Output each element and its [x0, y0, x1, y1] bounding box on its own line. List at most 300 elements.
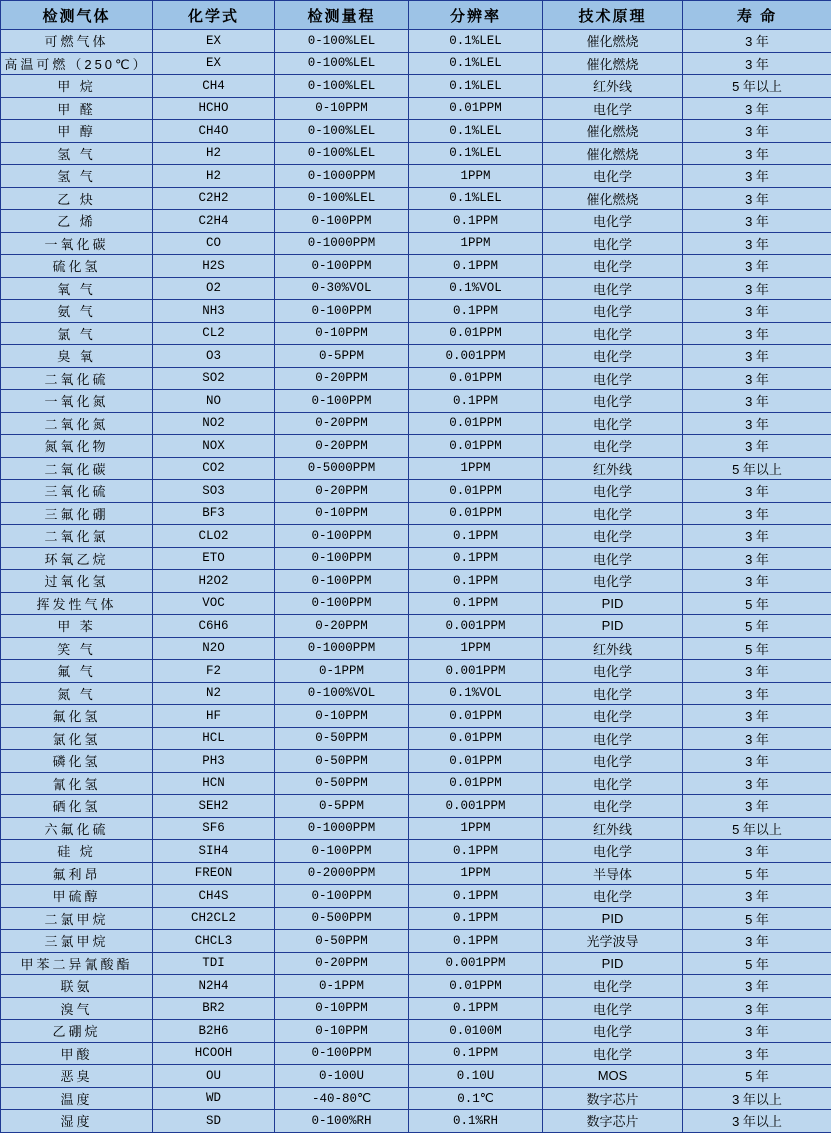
cell-gas: 氟利昂: [1, 862, 153, 885]
cell-range: 0-50PPM: [275, 727, 409, 750]
cell-principle: 电化学: [543, 300, 683, 323]
cell-lifetime: 5 年: [683, 907, 831, 930]
cell-lifetime: 5 年: [683, 862, 831, 885]
cell-formula: CH4: [153, 75, 275, 98]
cell-lifetime: 5 年: [683, 637, 831, 660]
cell-resolution: 0.01PPM: [409, 502, 543, 525]
cell-gas: 甲 苯: [1, 615, 153, 638]
cell-gas: 臭 氧: [1, 345, 153, 368]
cell-formula: BF3: [153, 502, 275, 525]
cell-range: 0-50PPM: [275, 930, 409, 953]
cell-formula: VOC: [153, 592, 275, 615]
cell-resolution: 0.1%LEL: [409, 30, 543, 53]
cell-formula: HCN: [153, 772, 275, 795]
table-row: [1, 570, 831, 593]
cell-formula: CL2: [153, 322, 275, 345]
cell-resolution: 0.1PPM: [409, 570, 543, 593]
cell-gas: 甲 醇: [1, 120, 153, 143]
cell-lifetime: 3 年: [683, 97, 831, 120]
cell-principle: 红外线: [543, 817, 683, 840]
table-row: [1, 615, 831, 638]
cell-formula: CLO2: [153, 525, 275, 548]
cell-resolution: 0.1%LEL: [409, 75, 543, 98]
cell-lifetime: 3 年: [683, 660, 831, 683]
cell-range: -40-80℃: [275, 1087, 409, 1110]
cell-range: 0-100%LEL: [275, 120, 409, 143]
cell-range: 0-20PPM: [275, 615, 409, 638]
cell-resolution: 0.001PPM: [409, 615, 543, 638]
cell-gas: 二氧化硫: [1, 367, 153, 390]
cell-resolution: 1PPM: [409, 457, 543, 480]
cell-formula: PH3: [153, 750, 275, 773]
cell-gas: 磷化氢: [1, 750, 153, 773]
cell-principle: PID: [543, 615, 683, 638]
cell-lifetime: 3 年: [683, 705, 831, 728]
cell-gas: 氰化氢: [1, 772, 153, 795]
cell-principle: 电化学: [543, 345, 683, 368]
cell-formula: OU: [153, 1065, 275, 1088]
cell-resolution: 1PPM: [409, 232, 543, 255]
cell-gas: 溴气: [1, 997, 153, 1020]
cell-gas: 湿度: [1, 1110, 153, 1133]
cell-principle: 电化学: [543, 412, 683, 435]
cell-gas: 恶臭: [1, 1065, 153, 1088]
cell-principle: 电化学: [543, 255, 683, 278]
column-header-resolution: 分辨率: [409, 1, 543, 30]
cell-resolution: 1PPM: [409, 817, 543, 840]
cell-principle: 电化学: [543, 277, 683, 300]
cell-lifetime: 5 年: [683, 952, 831, 975]
cell-gas: 三氟化硼: [1, 502, 153, 525]
column-header-principle: 技术原理: [543, 1, 683, 30]
cell-principle: 红外线: [543, 457, 683, 480]
cell-resolution: 0.1PPM: [409, 840, 543, 863]
cell-gas: 一氧化碳: [1, 232, 153, 255]
cell-principle: 电化学: [543, 705, 683, 728]
cell-resolution: 0.01PPM: [409, 97, 543, 120]
cell-lifetime: 3 年: [683, 435, 831, 458]
cell-resolution: 0.1PPM: [409, 390, 543, 413]
table-row: [1, 165, 831, 188]
cell-gas: 二氧化碳: [1, 457, 153, 480]
cell-range: 0-100PPM: [275, 547, 409, 570]
cell-principle: 催化燃烧: [543, 142, 683, 165]
cell-formula: CHCL3: [153, 930, 275, 953]
cell-resolution: 1PPM: [409, 165, 543, 188]
cell-lifetime: 3 年: [683, 165, 831, 188]
cell-lifetime: 3 年: [683, 142, 831, 165]
cell-lifetime: 3 年以上: [683, 1110, 831, 1133]
cell-lifetime: 3 年: [683, 367, 831, 390]
cell-formula: HCL: [153, 727, 275, 750]
cell-principle: 电化学: [543, 975, 683, 998]
cell-lifetime: 5 年: [683, 1065, 831, 1088]
cell-resolution: 0.01PPM: [409, 435, 543, 458]
header-row: [1, 1, 831, 30]
table-row: [1, 1042, 831, 1065]
cell-principle: 催化燃烧: [543, 30, 683, 53]
cell-principle: 电化学: [543, 682, 683, 705]
cell-principle: 电化学: [543, 480, 683, 503]
cell-formula: TDI: [153, 952, 275, 975]
cell-range: 0-10PPM: [275, 997, 409, 1020]
cell-range: 0-5PPM: [275, 795, 409, 818]
cell-lifetime: 3 年: [683, 502, 831, 525]
cell-formula: N2: [153, 682, 275, 705]
table-row: [1, 1110, 831, 1133]
cell-formula: BR2: [153, 997, 275, 1020]
cell-lifetime: 3 年: [683, 682, 831, 705]
cell-principle: 电化学: [543, 660, 683, 683]
cell-principle: 电化学: [543, 570, 683, 593]
cell-range: 0-100PPM: [275, 210, 409, 233]
cell-formula: HCHO: [153, 97, 275, 120]
cell-principle: MOS: [543, 1065, 683, 1088]
cell-resolution: 0.01PPM: [409, 412, 543, 435]
cell-lifetime: 3 年: [683, 345, 831, 368]
cell-principle: 电化学: [543, 795, 683, 818]
cell-lifetime: 3 年: [683, 412, 831, 435]
table-row: [1, 997, 831, 1020]
cell-principle: 电化学: [543, 840, 683, 863]
cell-range: 0-10PPM: [275, 1020, 409, 1043]
cell-resolution: 0.1PPM: [409, 525, 543, 548]
cell-resolution: 0.1PPM: [409, 547, 543, 570]
cell-gas: 联氨: [1, 975, 153, 998]
cell-principle: 催化燃烧: [543, 187, 683, 210]
cell-gas: 甲 醛: [1, 97, 153, 120]
cell-resolution: 0.0100M: [409, 1020, 543, 1043]
cell-range: 0-1PPM: [275, 975, 409, 998]
cell-formula: N2O: [153, 637, 275, 660]
column-header-lifetime: 寿 命: [683, 1, 831, 30]
table-row: [1, 660, 831, 683]
table-row: [1, 367, 831, 390]
cell-range: 0-100%LEL: [275, 52, 409, 75]
cell-range: 0-1000PPM: [275, 232, 409, 255]
cell-range: 0-5000PPM: [275, 457, 409, 480]
cell-resolution: 0.1PPM: [409, 1042, 543, 1065]
cell-lifetime: 3 年: [683, 210, 831, 233]
table-row: [1, 592, 831, 615]
cell-gas: 过氧化氢: [1, 570, 153, 593]
cell-gas: 氟 气: [1, 660, 153, 683]
cell-lifetime: 3 年: [683, 930, 831, 953]
cell-resolution: 0.1%RH: [409, 1110, 543, 1133]
table-row: [1, 232, 831, 255]
cell-resolution: 0.01PPM: [409, 480, 543, 503]
table-row: [1, 345, 831, 368]
cell-resolution: 0.1%LEL: [409, 120, 543, 143]
cell-range: 0-100PPM: [275, 570, 409, 593]
cell-lifetime: 5 年: [683, 615, 831, 638]
table-row: [1, 120, 831, 143]
cell-range: 0-10PPM: [275, 97, 409, 120]
cell-gas: 环氧乙烷: [1, 547, 153, 570]
table-row: [1, 75, 831, 98]
cell-formula: WD: [153, 1087, 275, 1110]
table-row: [1, 97, 831, 120]
cell-formula: SF6: [153, 817, 275, 840]
cell-lifetime: 3 年: [683, 277, 831, 300]
cell-formula: H2: [153, 142, 275, 165]
table-row: [1, 277, 831, 300]
table-row: [1, 547, 831, 570]
cell-formula: SO3: [153, 480, 275, 503]
cell-range: 0-20PPM: [275, 367, 409, 390]
table-row: [1, 637, 831, 660]
cell-resolution: 0.1%VOL: [409, 277, 543, 300]
cell-principle: 电化学: [543, 390, 683, 413]
cell-range: 0-30%VOL: [275, 277, 409, 300]
cell-gas: 笑 气: [1, 637, 153, 660]
cell-gas: 二氧化氯: [1, 525, 153, 548]
cell-gas: 氨 气: [1, 300, 153, 323]
cell-resolution: 0.1PPM: [409, 300, 543, 323]
cell-resolution: 0.001PPM: [409, 345, 543, 368]
cell-gas: 六氟化硫: [1, 817, 153, 840]
table-row: [1, 210, 831, 233]
cell-formula: NOX: [153, 435, 275, 458]
cell-lifetime: 5 年以上: [683, 457, 831, 480]
table-body: [1, 30, 831, 1133]
cell-resolution: 0.10U: [409, 1065, 543, 1088]
table-row: [1, 480, 831, 503]
table-row: [1, 817, 831, 840]
cell-lifetime: 3 年: [683, 1020, 831, 1043]
cell-principle: 电化学: [543, 367, 683, 390]
table-row: [1, 862, 831, 885]
table-row: [1, 907, 831, 930]
cell-formula: N2H4: [153, 975, 275, 998]
cell-principle: 电化学: [543, 165, 683, 188]
table-row: [1, 187, 831, 210]
cell-formula: O3: [153, 345, 275, 368]
table-row: [1, 682, 831, 705]
column-header-gas: 检测气体: [1, 1, 153, 30]
cell-principle: 电化学: [543, 750, 683, 773]
cell-formula: NO: [153, 390, 275, 413]
table-row: [1, 322, 831, 345]
cell-gas: 氢 气: [1, 142, 153, 165]
cell-resolution: 0.01PPM: [409, 750, 543, 773]
cell-lifetime: 5 年: [683, 592, 831, 615]
cell-gas: 氯化氢: [1, 727, 153, 750]
cell-resolution: 0.1PPM: [409, 930, 543, 953]
cell-formula: NO2: [153, 412, 275, 435]
cell-range: 0-100PPM: [275, 525, 409, 548]
table-row: [1, 885, 831, 908]
cell-formula: CH4O: [153, 120, 275, 143]
cell-resolution: 0.01PPM: [409, 727, 543, 750]
cell-principle: 红外线: [543, 75, 683, 98]
cell-formula: NH3: [153, 300, 275, 323]
cell-gas: 甲酸: [1, 1042, 153, 1065]
table-row: [1, 840, 831, 863]
cell-principle: PID: [543, 952, 683, 975]
cell-lifetime: 3 年: [683, 997, 831, 1020]
cell-lifetime: 3 年: [683, 547, 831, 570]
cell-lifetime: 3 年: [683, 570, 831, 593]
cell-gas: 硫化氢: [1, 255, 153, 278]
cell-principle: 电化学: [543, 772, 683, 795]
table-row: [1, 457, 831, 480]
cell-formula: SO2: [153, 367, 275, 390]
cell-lifetime: 3 年: [683, 120, 831, 143]
cell-lifetime: 3 年: [683, 30, 831, 53]
cell-resolution: 0.001PPM: [409, 660, 543, 683]
cell-principle: 电化学: [543, 727, 683, 750]
cell-resolution: 0.1PPM: [409, 592, 543, 615]
table-row: [1, 52, 831, 75]
cell-resolution: 0.1%LEL: [409, 142, 543, 165]
table-row: [1, 772, 831, 795]
cell-formula: SEH2: [153, 795, 275, 818]
cell-gas: 乙硼烷: [1, 1020, 153, 1043]
cell-range: 0-100PPM: [275, 255, 409, 278]
cell-range: 0-1PPM: [275, 660, 409, 683]
cell-lifetime: 3 年: [683, 300, 831, 323]
cell-range: 0-1000PPM: [275, 817, 409, 840]
table-row: [1, 300, 831, 323]
cell-gas: 高温可燃（250℃）: [1, 52, 153, 75]
cell-range: 0-100PPM: [275, 885, 409, 908]
cell-range: 0-2000PPM: [275, 862, 409, 885]
cell-formula: F2: [153, 660, 275, 683]
cell-resolution: 0.1PPM: [409, 907, 543, 930]
cell-range: 0-5PPM: [275, 345, 409, 368]
cell-formula: SD: [153, 1110, 275, 1133]
cell-gas: 氮氧化物: [1, 435, 153, 458]
cell-principle: 电化学: [543, 435, 683, 458]
cell-range: 0-20PPM: [275, 952, 409, 975]
table-row: [1, 390, 831, 413]
cell-formula: HCOOH: [153, 1042, 275, 1065]
cell-gas: 硅 烷: [1, 840, 153, 863]
cell-formula: H2S: [153, 255, 275, 278]
cell-lifetime: 3 年: [683, 52, 831, 75]
cell-principle: PID: [543, 907, 683, 930]
cell-principle: 数字芯片: [543, 1087, 683, 1110]
cell-lifetime: 3 年: [683, 187, 831, 210]
cell-principle: 电化学: [543, 525, 683, 548]
cell-formula: B2H6: [153, 1020, 275, 1043]
cell-principle: 催化燃烧: [543, 52, 683, 75]
cell-resolution: 0.1%LEL: [409, 187, 543, 210]
cell-gas: 二氯甲烷: [1, 907, 153, 930]
cell-formula: HF: [153, 705, 275, 728]
cell-gas: 氢 气: [1, 165, 153, 188]
cell-range: 0-10PPM: [275, 705, 409, 728]
cell-principle: 数字芯片: [543, 1110, 683, 1133]
cell-resolution: 0.01PPM: [409, 705, 543, 728]
table-row: [1, 412, 831, 435]
cell-range: 0-50PPM: [275, 772, 409, 795]
cell-lifetime: 3 年: [683, 525, 831, 548]
cell-lifetime: 3 年: [683, 322, 831, 345]
cell-resolution: 0.01PPM: [409, 772, 543, 795]
cell-range: 0-500PPM: [275, 907, 409, 930]
cell-range: 0-100%VOL: [275, 682, 409, 705]
table-row: [1, 142, 831, 165]
cell-formula: FREON: [153, 862, 275, 885]
table-row: [1, 930, 831, 953]
cell-formula: CO2: [153, 457, 275, 480]
cell-principle: 电化学: [543, 232, 683, 255]
table-row: [1, 705, 831, 728]
cell-resolution: 0.1PPM: [409, 997, 543, 1020]
cell-range: 0-100PPM: [275, 390, 409, 413]
table-row: [1, 30, 831, 53]
cell-resolution: 0.1PPM: [409, 255, 543, 278]
cell-range: 0-100%LEL: [275, 187, 409, 210]
cell-formula: CO: [153, 232, 275, 255]
cell-formula: CH4S: [153, 885, 275, 908]
cell-formula: C2H4: [153, 210, 275, 233]
table-row: [1, 795, 831, 818]
cell-principle: 光学波导: [543, 930, 683, 953]
cell-gas: 三氧化硫: [1, 480, 153, 503]
cell-lifetime: 3 年: [683, 232, 831, 255]
cell-range: 0-20PPM: [275, 435, 409, 458]
cell-gas: 氧 气: [1, 277, 153, 300]
cell-gas: 甲硫醇: [1, 885, 153, 908]
cell-formula: O2: [153, 277, 275, 300]
cell-resolution: 0.01PPM: [409, 322, 543, 345]
cell-principle: 电化学: [543, 210, 683, 233]
cell-principle: 电化学: [543, 97, 683, 120]
cell-gas: 乙 烯: [1, 210, 153, 233]
cell-range: 0-100%LEL: [275, 142, 409, 165]
cell-formula: ETO: [153, 547, 275, 570]
cell-resolution: 1PPM: [409, 862, 543, 885]
cell-lifetime: 3 年: [683, 840, 831, 863]
cell-principle: 电化学: [543, 502, 683, 525]
cell-range: 0-20PPM: [275, 480, 409, 503]
cell-range: 0-100%RH: [275, 1110, 409, 1133]
table-header: [1, 1, 831, 30]
table-row: [1, 1065, 831, 1088]
cell-lifetime: 3 年: [683, 727, 831, 750]
cell-formula: H2: [153, 165, 275, 188]
table-row: [1, 525, 831, 548]
cell-formula: EX: [153, 30, 275, 53]
table-row: [1, 435, 831, 458]
cell-range: 0-20PPM: [275, 412, 409, 435]
cell-principle: 电化学: [543, 1020, 683, 1043]
cell-range: 0-1000PPM: [275, 637, 409, 660]
cell-resolution: 0.01PPM: [409, 975, 543, 998]
cell-principle: 电化学: [543, 322, 683, 345]
cell-lifetime: 3 年: [683, 975, 831, 998]
cell-lifetime: 3 年: [683, 750, 831, 773]
cell-lifetime: 3 年: [683, 885, 831, 908]
cell-principle: 电化学: [543, 997, 683, 1020]
cell-range: 0-100PPM: [275, 840, 409, 863]
cell-formula: C2H2: [153, 187, 275, 210]
cell-gas: 甲苯二异氰酸酯: [1, 952, 153, 975]
cell-range: 0-50PPM: [275, 750, 409, 773]
cell-resolution: 0.1℃: [409, 1087, 543, 1110]
cell-principle: 电化学: [543, 885, 683, 908]
cell-gas: 可燃气体: [1, 30, 153, 53]
cell-resolution: 0.001PPM: [409, 952, 543, 975]
cell-range: 0-100PPM: [275, 1042, 409, 1065]
cell-formula: H2O2: [153, 570, 275, 593]
column-header-range: 检测量程: [275, 1, 409, 30]
cell-lifetime: 3 年: [683, 795, 831, 818]
cell-range: 0-100U: [275, 1065, 409, 1088]
